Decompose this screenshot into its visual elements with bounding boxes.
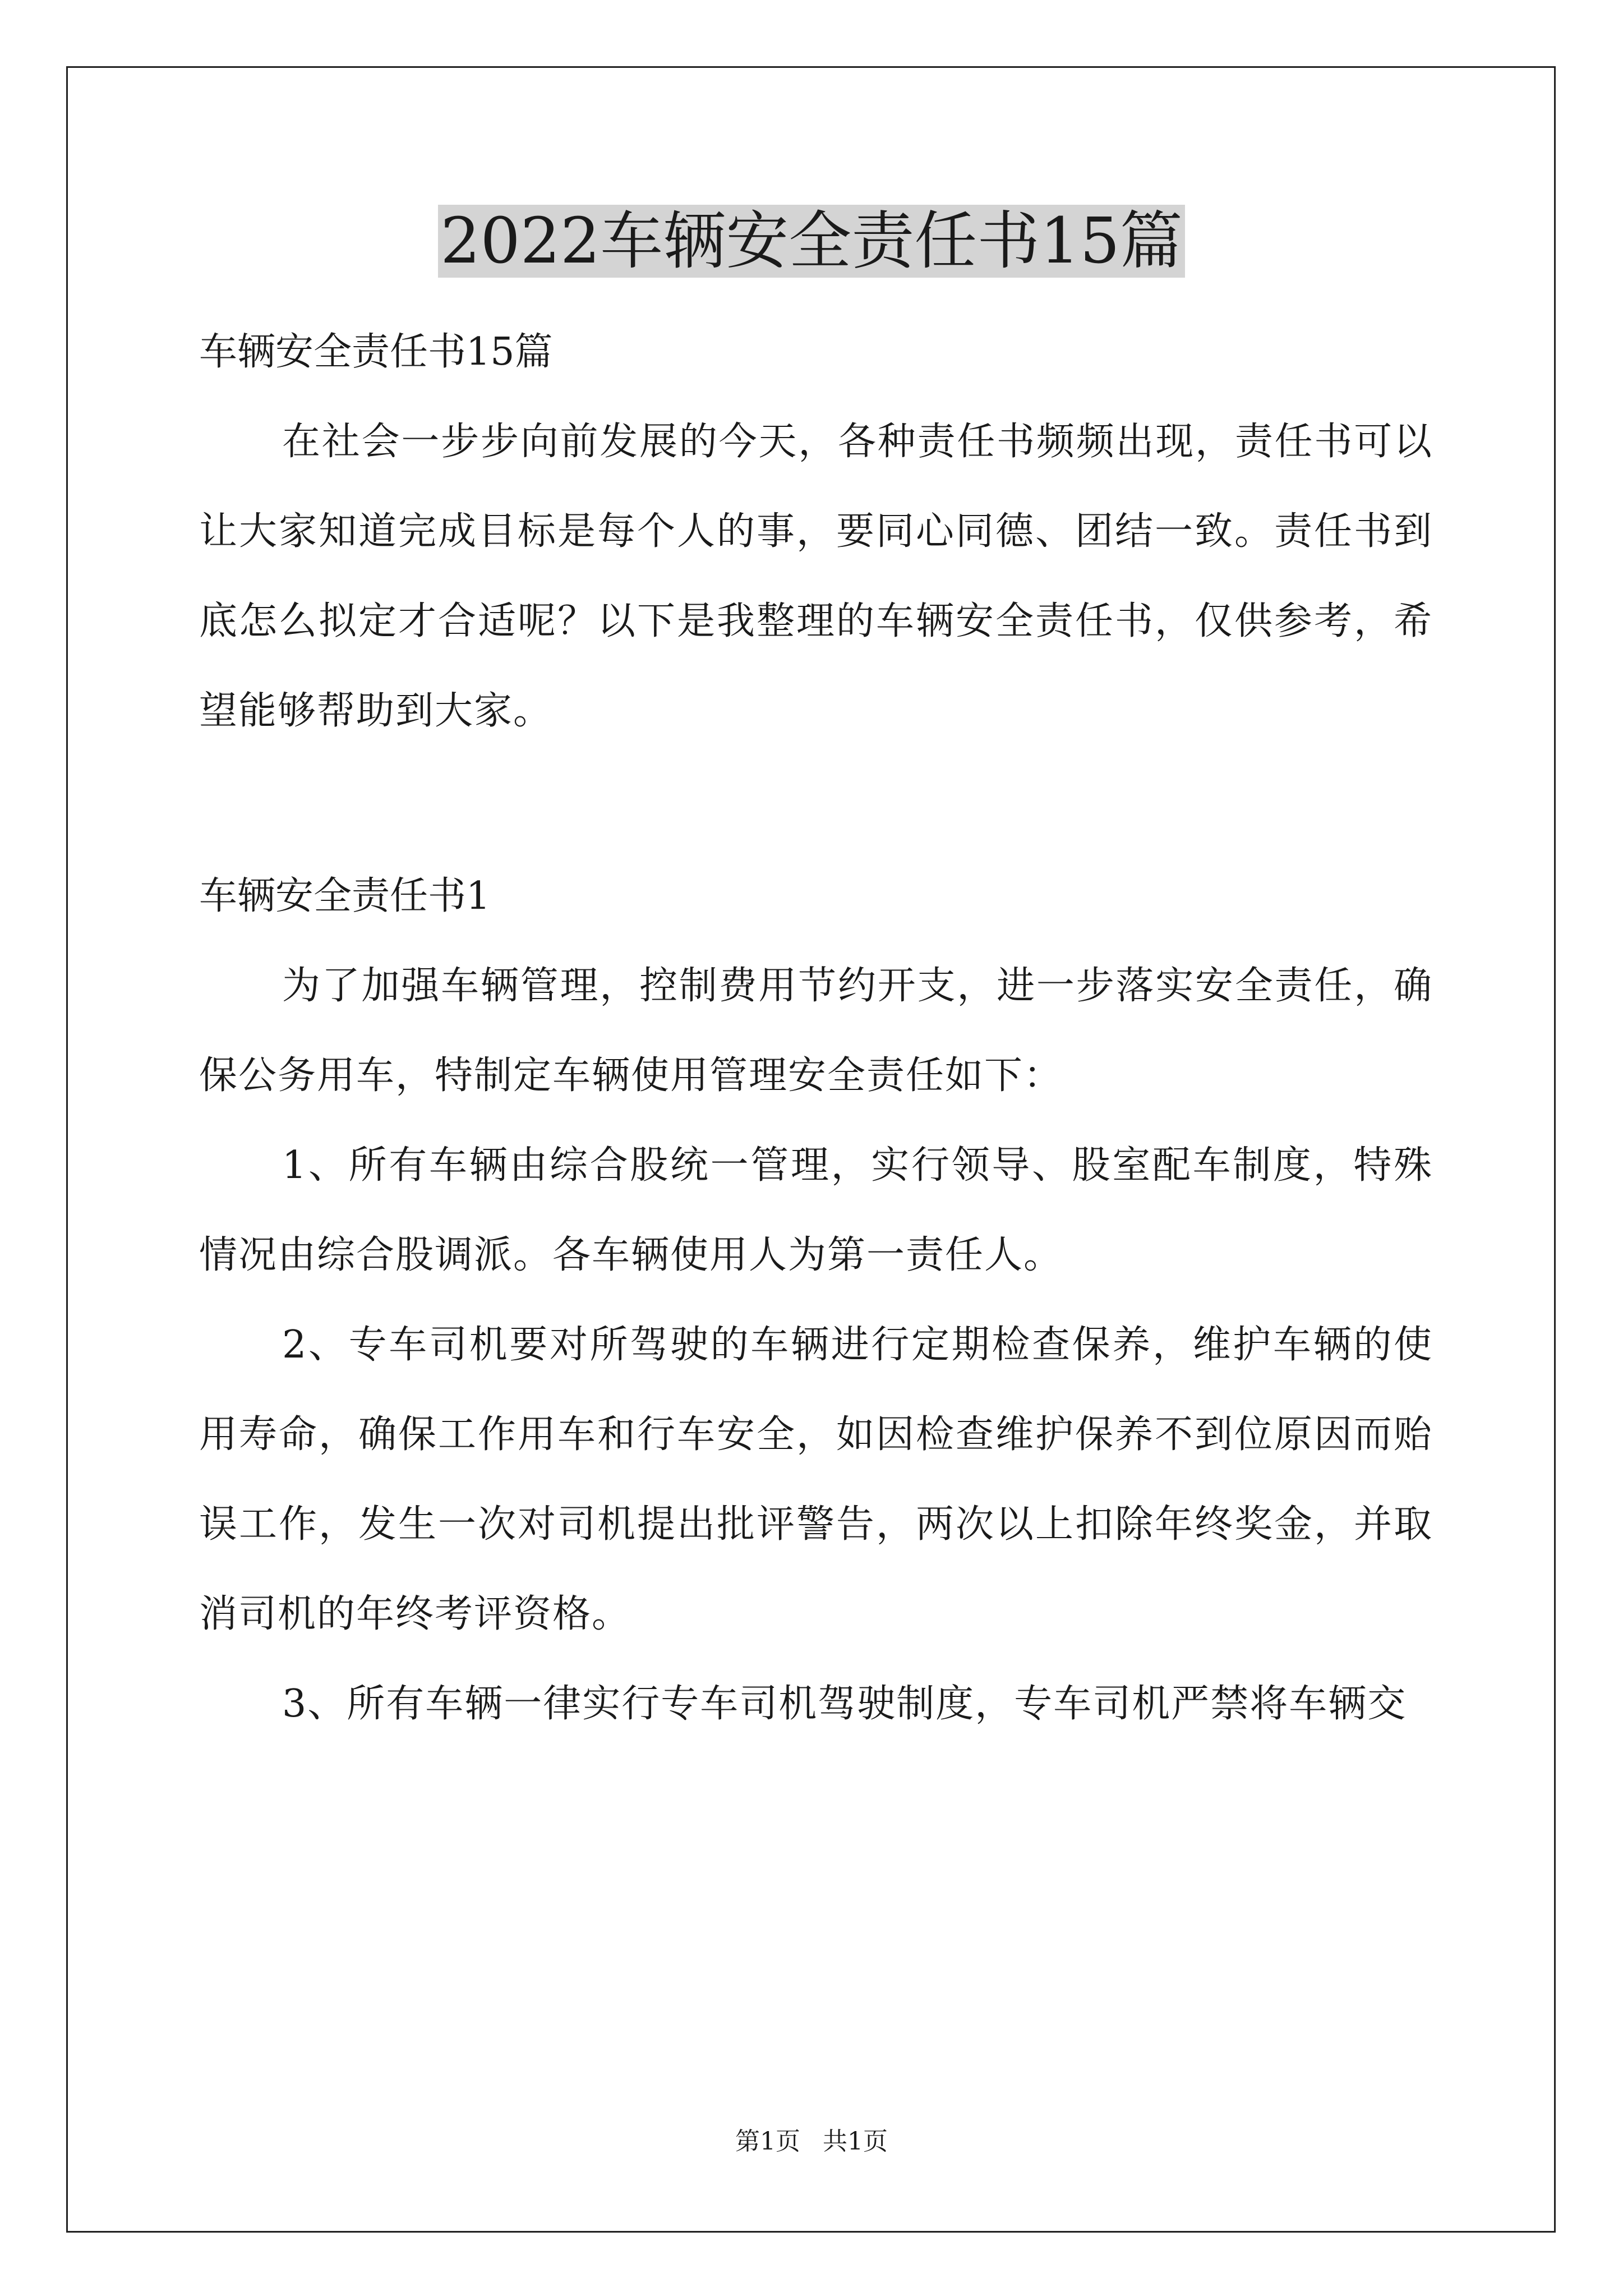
document-subtitle: 车辆安全责任书15篇: [199, 330, 553, 374]
section-paragraph: 2、专车司机要对所驾驶的车辆进行定期检查保养，维护车辆的使用寿命，确保工作用车和行车安全，如因检查维护保养不到位原因而贻误工作，发生一次对司机提出批评警告，两次以上扣除年终奖金，并取消司机的年终考评资格。: [199, 1323, 1433, 1636]
intro-paragraph: 在社会一步步向前发展的今天，各种责任书频频出现，责任书可以让大家知道完成目标是每个人的事，要同心同德、团结一致。责任书到底怎么拟定才合适呢？以下是我整理的车辆安全责任书，仅供参考，希望能够帮助到大家。: [199, 420, 1433, 733]
section-paragraph: 为了加强车辆管理，控制费用节约开支，进一步落实安全责任，确保公务用车，特制定车辆使用管理安全责任如下：: [199, 964, 1433, 1098]
document-body: [199, 307, 1433, 1749]
document-title: [0, 202, 1623, 280]
page-footer: [0, 2125, 1623, 2159]
page-number-current: 第1页: [735, 2127, 800, 2156]
section-paragraph: 1、所有车辆由综合股统一管理，实行领导、股室配车制度，特殊情况由综合股调派。各车辆使用人为第一责任人。: [199, 1143, 1433, 1277]
section-heading: 车辆安全责任书1: [199, 874, 491, 918]
document-title-text: 2022车辆安全责任书15篇: [438, 205, 1185, 278]
page-number-total: 共1页: [823, 2127, 888, 2156]
section-paragraph: 3、所有车辆一律实行专车司机驾驶制度，专车司机严禁将车辆交: [282, 1682, 1407, 1726]
